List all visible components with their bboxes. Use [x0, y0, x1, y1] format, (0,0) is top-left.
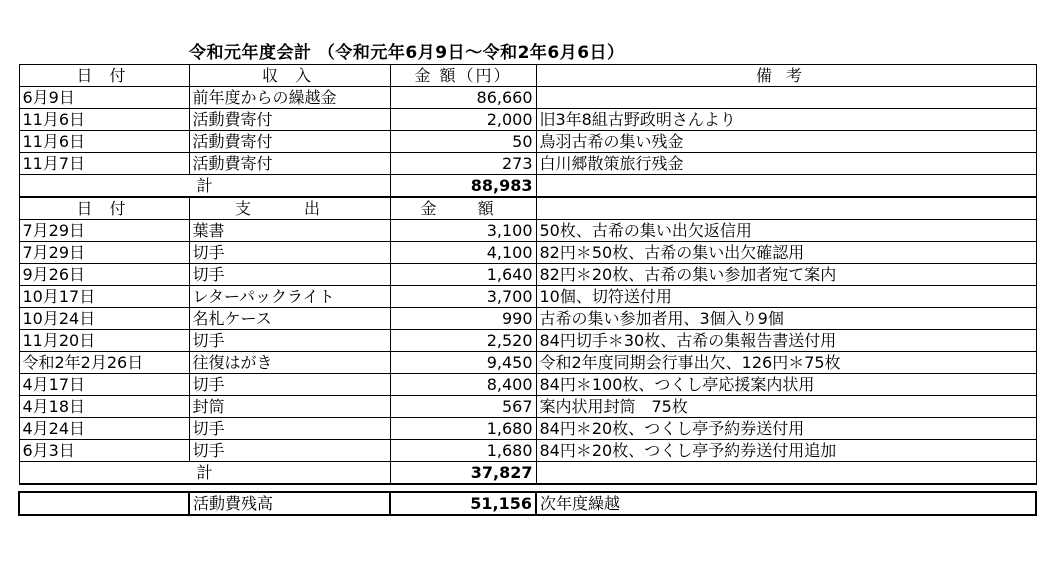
expense-row: [19, 308, 1036, 330]
income-note: [536, 87, 1036, 109]
expense-amount: 2,520: [390, 330, 536, 352]
income-date: 6月9日: [19, 87, 189, 109]
expense-note: 10個、切符送付用: [536, 286, 1036, 308]
income-amount: 50: [390, 131, 536, 153]
income-date: 11月6日: [19, 131, 189, 153]
expense-item: 切手: [189, 374, 390, 396]
expense-item: 切手: [189, 330, 390, 352]
ledger-table: [18, 64, 1037, 516]
income-total-note: [536, 175, 1036, 198]
expense-date: 7月29日: [19, 242, 189, 264]
income-amount: 2,000: [390, 109, 536, 131]
expense-row: [19, 242, 1036, 264]
expense-date: 7月29日: [19, 220, 189, 242]
expense-item: 切手: [189, 242, 390, 264]
ledger-body: [19, 65, 1036, 516]
income-total-amount: 88,983: [390, 175, 536, 198]
expense-note: 84円＊20枚、つくし亭予約券送付用: [536, 418, 1036, 440]
expense-total-amount: 37,827: [390, 462, 536, 485]
income-total-row: [19, 175, 1036, 198]
expense-item: 葉書: [189, 220, 390, 242]
income-amount: 86,660: [390, 87, 536, 109]
income-note: 旧3年8組古野政明さんより: [536, 109, 1036, 131]
expense-row: [19, 220, 1036, 242]
income-date: 11月6日: [19, 109, 189, 131]
expense-date: 4月18日: [19, 396, 189, 418]
expense-item: 封筒: [189, 396, 390, 418]
expense-note: 82円＊20枚、古希の集い参加者宛て案内: [536, 264, 1036, 286]
expense-date: 11月20日: [19, 330, 189, 352]
expense-date: 4月17日: [19, 374, 189, 396]
expense-row: [19, 286, 1036, 308]
balance-note: 次年度繰越: [536, 492, 1036, 515]
spacer-cell: [19, 484, 1036, 492]
expense-header-amount: 金 額: [390, 197, 536, 220]
income-header-item: 収 入: [189, 65, 390, 87]
expense-note: 古希の集い参加者用、3個入り9個: [536, 308, 1036, 330]
expense-amount: 1,680: [390, 440, 536, 462]
income-amount: 273: [390, 153, 536, 175]
section-spacer: [19, 484, 1036, 492]
expense-amount: 3,100: [390, 220, 536, 242]
expense-amount: 9,450: [390, 352, 536, 374]
expense-date: 6月3日: [19, 440, 189, 462]
income-note: 白川郷散策旅行残金: [536, 153, 1036, 175]
expense-header-date: 日 付: [19, 197, 189, 220]
expense-item: 切手: [189, 440, 390, 462]
expense-item: レターパックライト: [189, 286, 390, 308]
expense-date: 10月24日: [19, 308, 189, 330]
income-total-label: 計: [19, 175, 390, 198]
income-item: 前年度からの繰越金: [189, 87, 390, 109]
expense-amount: 990: [390, 308, 536, 330]
expense-note: 令和2年度同期会行事出欠、126円＊75枚: [536, 352, 1036, 374]
income-row: [19, 109, 1036, 131]
expense-amount: 8,400: [390, 374, 536, 396]
income-date: 11月7日: [19, 153, 189, 175]
expense-header-note: [536, 197, 1036, 220]
expense-amount: 3,700: [390, 286, 536, 308]
income-row: [19, 131, 1036, 153]
income-header-date: 日 付: [19, 65, 189, 87]
balance-label: 活動費残高: [189, 492, 390, 515]
expense-total-note: [536, 462, 1036, 485]
expense-amount: 567: [390, 396, 536, 418]
income-item: 活動費寄付: [189, 153, 390, 175]
expense-row: [19, 374, 1036, 396]
expense-amount: 1,680: [390, 418, 536, 440]
expense-date: 10月17日: [19, 286, 189, 308]
expense-item: 往復はがき: [189, 352, 390, 374]
expense-note: 84円＊20枚、つくし亭予約券送付用追加: [536, 440, 1036, 462]
expense-date: 令和2年2月26日: [19, 352, 189, 374]
expense-row: [19, 418, 1036, 440]
expense-row: [19, 440, 1036, 462]
expense-row: [19, 352, 1036, 374]
expense-item: 切手: [189, 418, 390, 440]
income-row: [19, 153, 1036, 175]
income-header-note: 備考: [536, 65, 1036, 87]
income-header-row: [19, 65, 1036, 87]
income-row: [19, 87, 1036, 109]
page-title: 令和元年度会計 （令和元年6月9日～令和2年6月6日）: [189, 43, 625, 63]
expense-row: [19, 396, 1036, 418]
expense-header-row: [19, 197, 1036, 220]
income-note: 鳥羽古希の集い残金: [536, 131, 1036, 153]
expense-row: [19, 264, 1036, 286]
balance-row: [19, 492, 1036, 515]
expense-item: 名札ケース: [189, 308, 390, 330]
expense-note: 84円切手＊30枚、古希の集報告書送付用: [536, 330, 1036, 352]
expense-total-row: [19, 462, 1036, 485]
expense-note: 案内状用封筒 75枚: [536, 396, 1036, 418]
expense-note: 84円＊100枚、つくし亭応援案内状用: [536, 374, 1036, 396]
income-item: 活動費寄付: [189, 109, 390, 131]
expense-date: 9月26日: [19, 264, 189, 286]
expense-amount: 4,100: [390, 242, 536, 264]
income-item: 活動費寄付: [189, 131, 390, 153]
expense-note: 50枚、古希の集い出欠返信用: [536, 220, 1036, 242]
expense-total-label: 計: [19, 462, 390, 485]
expense-item: 切手: [189, 264, 390, 286]
balance-date: [19, 492, 189, 515]
balance-amount: 51,156: [390, 492, 536, 515]
income-header-amount: 金 額（円）: [390, 65, 536, 87]
expense-row: [19, 330, 1036, 352]
expense-header-item: 支 出: [189, 197, 390, 220]
expense-date: 4月24日: [19, 418, 189, 440]
expense-note: 82円＊50枚、古希の集い出欠確認用: [536, 242, 1036, 264]
expense-amount: 1,640: [390, 264, 536, 286]
